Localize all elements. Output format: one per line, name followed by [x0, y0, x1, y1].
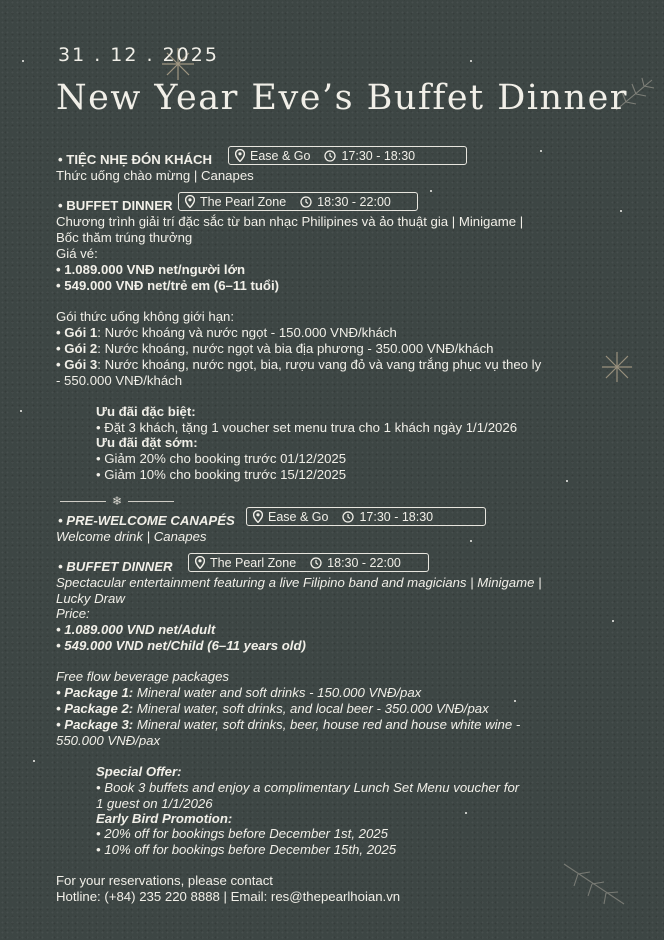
- vi-price-child: • 549.000 VNĐ net/trẻ em (6–11 tuổi): [56, 278, 280, 293]
- venue-label: The Pearl Zone: [210, 555, 297, 570]
- en-early-bird-title: Early Bird Promotion:: [96, 811, 233, 826]
- en-special-offer-1: • Book 3 buffets and enjoy a complimentary Lunch Set Menu voucher for: [96, 780, 520, 795]
- time-label: 18:30 - 22:00: [327, 555, 401, 570]
- page-title: New Year Eve’s Buffet Dinner: [56, 78, 629, 118]
- en-price-adult: • 1.089.000 VND net/Adult: [56, 622, 216, 637]
- vi-buffet-info-box: [178, 192, 418, 211]
- snowflake-icon: ❄: [112, 494, 123, 508]
- vi-package-1: • Gói 1: Nước khoáng và nước ngọt - 150.000 VNĐ/khách: [56, 325, 397, 340]
- section-divider: [60, 494, 174, 508]
- en-package-3-price: 550.000 VNĐ/pax: [56, 733, 161, 748]
- vi-price-label: Giá vé:: [56, 246, 98, 261]
- venue-label: The Pearl Zone: [200, 194, 287, 209]
- en-package-2: • Package 2: Mineral water, soft drinks, and local beer - 350.000 VNĐ/pax: [56, 701, 489, 716]
- en-buffet-desc-1: Spectacular entertainment featuring a live Filipino band and magicians | Minigame |: [56, 575, 542, 590]
- vi-package-2: • Gói 2: Nước khoáng, nước ngọt và bia địa phương - 350.000 VNĐ/khách: [56, 341, 494, 356]
- location-pin-icon: [253, 510, 263, 523]
- en-package-1: • Package 1: Mineral water and soft drinks - 150.000 VNĐ/pax: [56, 685, 422, 700]
- footer-contact-intro: For your reservations, please contact: [56, 873, 273, 888]
- location-pin-icon: [195, 556, 205, 569]
- vi-welcome-desc: Thức uống chào mừng | Canapes: [56, 168, 254, 183]
- en-buffet-desc-2: Lucky Draw: [56, 591, 125, 606]
- vi-package-3: • Gói 3: Nước khoáng, nước ngọt, bia, rượu vang đỏ và vang trắng phục vụ theo ly: [56, 357, 542, 372]
- vi-welcome-title: • TIỆC NHẸ ĐÓN KHÁCH: [58, 152, 213, 167]
- vi-early-bird-title: Ưu đãi đặt sớm:: [96, 435, 198, 450]
- vi-buffet-desc-1: Chương trình giải trí đặc sắc từ ban nhạc Philipines và ảo thuật gia | Minigame |: [56, 214, 524, 229]
- event-date: 31 . 12 . 2025: [58, 44, 219, 66]
- clock-icon: [300, 196, 312, 208]
- time-label: 18:30 - 22:00: [317, 194, 391, 209]
- vi-buffet-desc-2: Bốc thăm trúng thưởng: [56, 230, 193, 245]
- snowflake-icon: [600, 350, 634, 384]
- venue-label: Ease & Go: [250, 148, 311, 163]
- vi-early-bird-2: • Giảm 10% cho booking trước 15/12/2025: [96, 467, 347, 482]
- branch-icon: [560, 860, 630, 910]
- en-special-offer-title: Special Offer:: [96, 764, 182, 779]
- en-price-child: • 549.000 VND net/Child (6–11 years old): [56, 638, 306, 653]
- en-beverage-intro: Free flow beverage packages: [56, 669, 230, 684]
- venue-label: Ease & Go: [268, 509, 329, 524]
- time-label: 17:30 - 18:30: [359, 509, 434, 524]
- vi-welcome-info-box: [228, 146, 467, 165]
- location-pin-icon: [185, 195, 195, 208]
- vi-beverage-intro: Gói thức uống không giới hạn:: [56, 309, 235, 324]
- vi-price-adult: • 1.089.000 VNĐ net/người lớn: [56, 262, 246, 277]
- footer-contact-details: Hotline: (+84) 235 220 8888 | Email: res@thepearlhoian.vn: [56, 889, 401, 904]
- en-package-3: • Package 3: Mineral water, soft drinks, beer, house red and house white wine -: [56, 717, 521, 732]
- en-welcome-title: • PRE-WELCOME CANAPÉS: [58, 513, 235, 528]
- vi-buffet-title: • BUFFET DINNER: [58, 198, 173, 213]
- location-pin-icon: [235, 149, 245, 162]
- clock-icon: [324, 150, 336, 162]
- en-buffet-title: • BUFFET DINNER: [58, 559, 173, 574]
- en-price-label: Price:: [56, 606, 90, 621]
- en-special-offer-2: 1 guest on 1/1/2026: [96, 796, 213, 811]
- en-welcome-desc: Welcome drink | Canapes: [56, 529, 207, 544]
- en-early-bird-2: • 10% off for bookings before December 15th, 2025: [96, 842, 397, 857]
- en-early-bird-1: • 20% off for bookings before December 1st, 2025: [96, 826, 388, 841]
- vi-special-offer-1: • Đặt 3 khách, tặng 1 voucher set menu trưa cho 1 khách ngày 1/1/2026: [96, 420, 518, 435]
- time-label: 17:30 - 18:30: [341, 148, 416, 163]
- vi-special-offer-title: Ưu đãi đặc biệt:: [96, 404, 196, 419]
- vi-early-bird-1: • Giảm 20% cho booking trước 01/12/2025: [96, 451, 347, 466]
- en-buffet-info-box: [188, 553, 429, 572]
- en-welcome-info-box: [246, 507, 486, 526]
- clock-icon: [310, 557, 322, 569]
- vi-package-3-price: - 550.000 VNĐ/khách: [56, 373, 183, 388]
- clock-icon: [342, 511, 354, 523]
